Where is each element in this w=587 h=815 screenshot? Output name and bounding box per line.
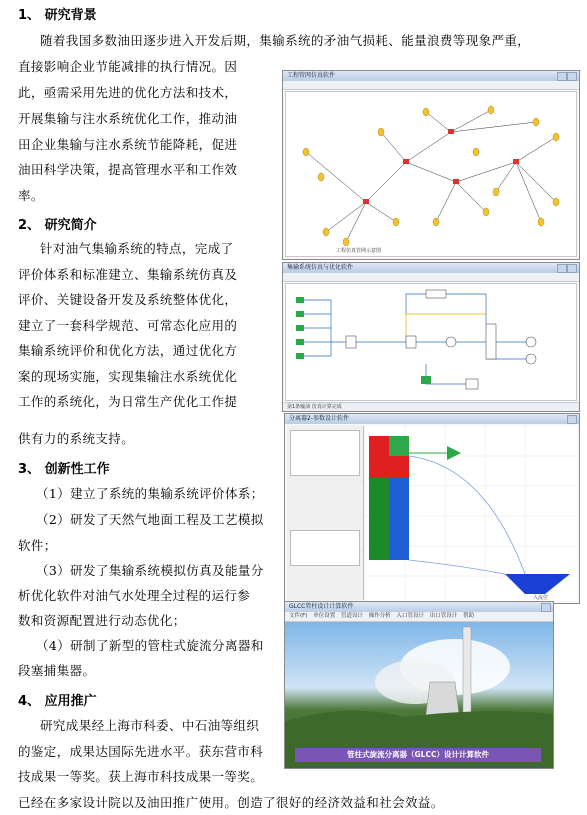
para-line: 案的现场实施，实现集输注水系统优化 (18, 369, 238, 384)
menu-item-inlet[interactable]: 入口管设计 (396, 613, 425, 619)
para-line: 田企业集输与注水系统节能降耗，促进 (18, 137, 238, 152)
menu-bar (283, 81, 579, 90)
window-title: 工程管网仿真软件 (283, 71, 579, 81)
para-line: 油田科学决策，提高管理水平和工作效 (18, 162, 238, 177)
para-line: 此，亟需采用先进的优化方法和技术， (18, 85, 238, 100)
network-sim-screenshot (282, 70, 580, 260)
parameter-panel (287, 426, 364, 600)
para-line: 集输系统评价和优化方法，通过优化方 (18, 343, 238, 358)
menu-item-units[interactable]: 单位设置 (313, 613, 336, 619)
flow-label: 入流位 (533, 595, 549, 601)
status-bar: 第1条输油 仿真计算完成 (283, 402, 579, 411)
menu-bar (285, 612, 553, 622)
menu-item-outlet[interactable]: 出口管设计 (429, 613, 458, 619)
para-line: 软件； (18, 538, 57, 553)
para-line: 研究成果经上海市科委、中石油等组织 (40, 718, 260, 733)
para-line: 随着我国多数油田逐步进入开发后期，集输系统的矛油气损耗、能量浪费等现象严重， (40, 33, 531, 48)
para-line: 数和资源配置进行动态优化； (18, 613, 186, 628)
heading-innovation: 3、 创新性工作 (18, 462, 110, 477)
separator-plot (365, 426, 575, 600)
para-line: 段塞捕集器。 (18, 663, 96, 678)
menu-item-file[interactable]: 文件(F) (289, 613, 308, 619)
para-line: 评价、关键设备开发及系统整体优化， (18, 292, 238, 307)
process-flow-diagram (286, 284, 576, 400)
para-line: 评价体系和标准建立、集输系统仿真及 (18, 267, 238, 282)
para-line: 率。 (18, 188, 44, 203)
para-line: 技成果一等奖。获上海市科技成果一等奖。 (18, 769, 264, 784)
glcc-software-screenshot (284, 601, 554, 769)
window-title: 分离器2-参数设计软件 (285, 414, 579, 424)
para-line: 工作的系统化，为日常生产优化工作提 (18, 394, 238, 409)
menu-item-pipe[interactable]: 管道设计 (340, 613, 363, 619)
heading-intro: 2、 研究简介 (18, 218, 97, 233)
window-title: GLCC管柱设计计算软件 (285, 602, 553, 612)
close-icon (567, 415, 577, 424)
close-icon (567, 264, 577, 273)
para-line: （4）研制了新型的管柱式旋流分离器和 (36, 638, 264, 653)
para-line: （2）研发了天然气地面工程及工艺模拟 (36, 512, 264, 527)
window-title: 集输系统仿真与优化软件 (283, 263, 579, 273)
process-flow-screenshot (282, 262, 580, 412)
close-icon (541, 603, 551, 612)
maximize-icon (557, 264, 567, 273)
para-line: （3）研发了集输系统模拟仿真及能量分 (36, 563, 264, 578)
para-line: 开展集输与注水系统优化工作，推动油 (18, 111, 238, 126)
para-line: 建立了一套科学规范、可常态化应用的 (18, 318, 238, 333)
para-line: 直接影响企业节能减排的执行情况。因 (18, 59, 238, 74)
para-line: 针对油气集输系统的特点，完成了 (40, 241, 234, 256)
menu-item-operation[interactable]: 操作分析 (368, 613, 391, 619)
separator-design-screenshot (284, 413, 580, 604)
parameter-table (290, 430, 360, 476)
software-title-banner: 管柱式旋流分离器（GLCC）设计计算软件 (295, 748, 541, 762)
flow-canvas (285, 283, 577, 401)
para-line: 已经在多家设计院以及油田推广使用。创造了很好的经济效益和社会效益。 (18, 795, 444, 810)
menu-item-help[interactable]: 帮助 (463, 613, 475, 619)
maximize-icon (557, 72, 567, 81)
heading-application: 4、 应用推广 (18, 694, 97, 709)
para-line: 供有力的系统支持。 (18, 431, 135, 446)
pipeline-network-diagram (286, 92, 576, 256)
plot-area (365, 426, 577, 601)
close-icon (567, 72, 577, 81)
network-canvas (285, 91, 577, 257)
para-line: （1）建立了系统的集输系统评价体系； (36, 486, 264, 501)
heading-background: 1、 研究背景 (18, 8, 97, 23)
para-line: 析优化软件对油气水处理全过程的运行参 (18, 588, 251, 603)
power-plant-illustration (285, 622, 553, 768)
para-line: 的鉴定，成果达国际先进水平。获东营市科 (18, 744, 264, 759)
result-table (290, 530, 360, 566)
menu-bar (283, 273, 579, 282)
splash-photo (285, 622, 553, 768)
figure-caption: 工程仿真管网示意图 (336, 248, 382, 254)
